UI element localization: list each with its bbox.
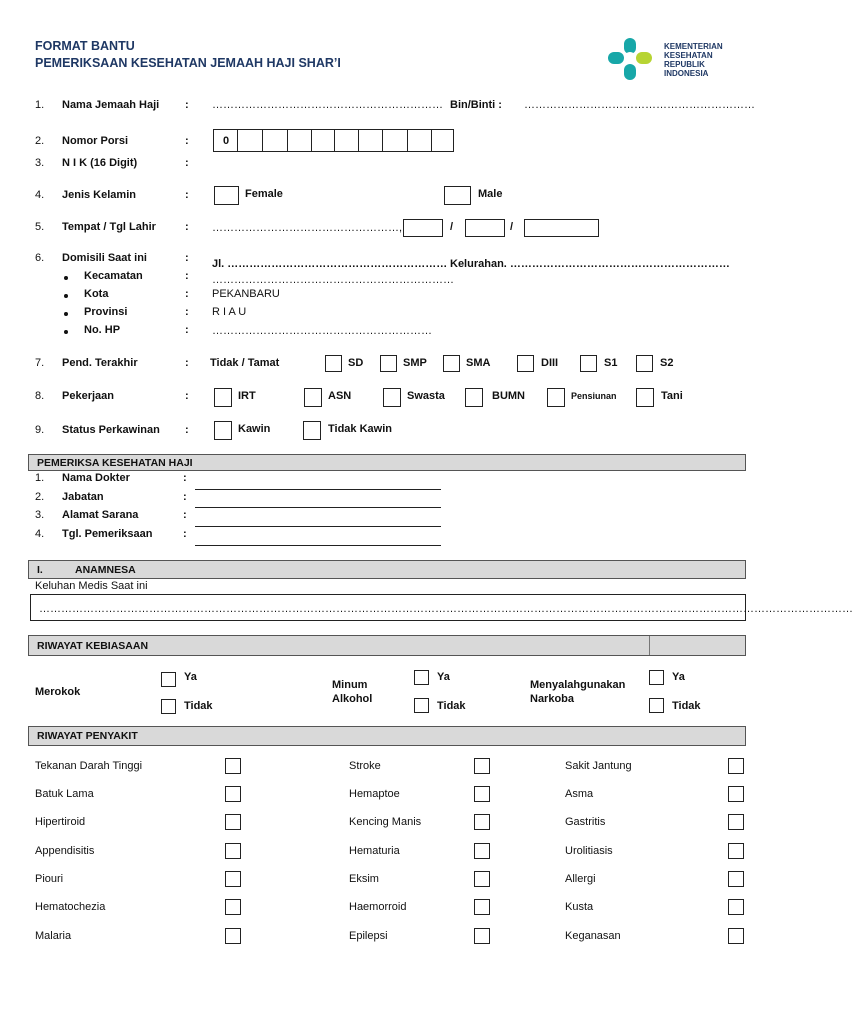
logo-line-1: KEMENTERIAN	[664, 42, 723, 51]
nama-jemaah-field[interactable]: ………………………………………………………	[212, 99, 443, 111]
row9-colon: :	[185, 424, 189, 436]
irt-label: IRT	[238, 390, 256, 402]
tgl-pemeriksaan-field[interactable]	[195, 545, 441, 546]
keluhan-dots: ……………………………………………………………………………………………………………………………………………………………………………………………………	[39, 603, 853, 615]
nama-dokter-label: Nama Dokter	[62, 472, 130, 484]
pemeriksa-2-colon: :	[183, 491, 187, 503]
disease-label: Epilepsi	[349, 930, 388, 942]
penyakit-header-bar	[28, 726, 746, 746]
merokok-tidak-label: Tidak	[184, 700, 213, 712]
disease-checkbox[interactable]	[728, 928, 744, 944]
disease-checkbox[interactable]	[728, 899, 744, 915]
pemeriksa-3-number: 3.	[35, 509, 45, 521]
kawin-label: Kawin	[238, 423, 271, 435]
disease-label: Asma	[565, 788, 594, 800]
disease-label: Piouri	[35, 873, 64, 885]
sma-checkbox[interactable]	[443, 355, 460, 372]
row9-number: 9.	[35, 424, 45, 436]
pemeriksa-3-colon: :	[183, 509, 187, 521]
alkohol-ya-label: Ya	[437, 671, 450, 683]
kota-colon: :	[185, 288, 189, 300]
merokok-label: Merokok	[35, 686, 81, 698]
merokok-ya-checkbox[interactable]	[161, 672, 176, 687]
sd-label: SD	[348, 357, 364, 369]
pensiunan-label: Pensiunan	[571, 391, 617, 401]
disease-checkbox[interactable]	[728, 758, 744, 774]
female-checkbox[interactable]	[214, 186, 239, 205]
kebiasaan-header-bar	[28, 635, 746, 656]
keluhan-field[interactable]	[30, 594, 853, 621]
pensiunan-checkbox[interactable]	[547, 388, 565, 407]
row7-label: Pend. Terakhir	[62, 357, 138, 369]
row3-number: 3.	[35, 157, 45, 169]
s1-checkbox[interactable]	[580, 355, 597, 372]
tanggal-lahir-field[interactable]	[403, 219, 443, 237]
disease-checkbox[interactable]	[225, 758, 241, 774]
provinsi-colon: :	[185, 306, 189, 318]
row1-number: 1.	[35, 99, 45, 111]
disease-label: Urolitiasis	[565, 845, 613, 857]
logo-line-3: REPUBLIK	[664, 60, 705, 69]
alkohol-label-1: Minum	[332, 679, 368, 691]
provinsi-label: Provinsi	[84, 306, 128, 318]
form-title	[35, 38, 341, 72]
row9-label: Status Perkawinan	[62, 424, 160, 436]
narkoba-tidak-checkbox[interactable]	[649, 698, 664, 713]
keluhan-label: Keluhan Medis Saat ini	[35, 580, 148, 592]
disease-label: Hemaptoe	[349, 788, 400, 800]
disease-checkbox[interactable]	[474, 871, 490, 887]
tani-checkbox[interactable]	[636, 388, 654, 407]
narkoba-label-2: Narkoba	[530, 693, 575, 705]
row2-label: Nomor Porsi	[62, 135, 129, 147]
bumn-checkbox[interactable]	[465, 388, 483, 407]
asn-checkbox[interactable]	[304, 388, 322, 407]
disease-label: Batuk Lama	[35, 788, 94, 800]
disease-label: Hematuria	[349, 845, 400, 857]
pemeriksa-header: PEMERIKSA KESEHATAN HAJI	[37, 457, 193, 469]
narkoba-tidak-label: Tidak	[672, 700, 701, 712]
row8-colon: :	[185, 390, 189, 402]
merokok-tidak-checkbox[interactable]	[161, 699, 176, 714]
kebiasaan-header: RIWAYAT KEBIASAAN	[37, 640, 149, 652]
tempat-lahir-field[interactable]: ……………………………………………,	[212, 222, 403, 234]
tahun-lahir-field[interactable]	[524, 219, 599, 237]
anamnesa-header-bar	[28, 560, 746, 579]
bin-binti-label: Bin/Binti :	[450, 99, 502, 111]
kota-label: Kota	[84, 288, 109, 300]
disease-label: Tekanan Darah Tinggi	[35, 760, 143, 772]
disease-label: Eksim	[349, 873, 379, 885]
sma-label: SMA	[466, 357, 491, 369]
disease-checkbox[interactable]	[225, 786, 241, 802]
row3-label: N I K (16 Digit)	[62, 157, 138, 169]
jabatan-label: Jabatan	[62, 491, 104, 503]
row5-colon: :	[185, 221, 189, 233]
diii-label: DIII	[541, 357, 559, 369]
disease-checkbox[interactable]	[474, 843, 490, 859]
pemeriksa-1-number: 1.	[35, 472, 45, 484]
kawin-checkbox[interactable]	[214, 421, 232, 440]
disease-checkbox[interactable]	[728, 786, 744, 802]
disease-label: Allergi	[565, 873, 596, 885]
kecamatan-field[interactable]: …………………………………………………………	[212, 274, 454, 286]
disease-checkbox[interactable]	[474, 899, 490, 915]
row1-colon: :	[185, 99, 189, 111]
title-line-1: FORMAT BANTU	[35, 39, 135, 53]
narkoba-ya-checkbox[interactable]	[649, 670, 664, 685]
row2-colon: :	[185, 135, 189, 147]
logo-text	[664, 42, 723, 78]
row1-label: Nama Jemaah Haji	[62, 99, 160, 111]
pemeriksa-4-number: 4.	[35, 528, 45, 540]
asn-label: ASN	[328, 390, 352, 402]
anamnesa-number: I.	[37, 564, 43, 576]
alkohol-tidak-checkbox[interactable]	[414, 698, 429, 713]
hp-colon: :	[185, 324, 189, 336]
disease-label: Kusta	[565, 901, 594, 913]
disease-label: Gastritis	[565, 816, 606, 828]
smp-checkbox[interactable]	[380, 355, 397, 372]
row3-colon: :	[185, 157, 189, 169]
disease-label: Keganasan	[565, 930, 621, 942]
alamat-sarana-field[interactable]	[195, 526, 441, 527]
nama-dokter-field[interactable]	[195, 489, 441, 490]
bullet-hp	[64, 330, 68, 334]
row4-label: Jenis Kelamin	[62, 189, 136, 201]
alkohol-label-2: Alkohol	[332, 693, 373, 705]
disease-checkbox[interactable]	[728, 843, 744, 859]
male-checkbox[interactable]	[444, 186, 471, 205]
jalan-field[interactable]: Jl. ……………………………………………………	[212, 258, 448, 270]
penyakit-header: RIWAYAT PENYAKIT	[37, 730, 138, 742]
kecamatan-label: Kecamatan	[84, 270, 143, 282]
disease-label: Appendisitis	[35, 845, 95, 857]
anamnesa-header: ANAMNESA	[75, 564, 136, 576]
provinsi-value: R I A U	[212, 306, 247, 318]
pemeriksa-2-number: 2.	[35, 491, 45, 503]
disease-checkbox[interactable]	[225, 871, 241, 887]
row4-number: 4.	[35, 189, 45, 201]
row2-number: 2.	[35, 135, 45, 147]
nomor-porsi-field[interactable]	[213, 129, 454, 152]
bullet-kecamatan	[64, 276, 68, 280]
pemeriksa-4-colon: :	[183, 528, 187, 540]
disease-checkbox[interactable]	[225, 814, 241, 830]
alamat-sarana-label: Alamat Sarana	[62, 509, 139, 521]
row4-colon: :	[185, 189, 189, 201]
title-line-2: PEMERIKSAAN KESEHATAN JEMAAH HAJI SHAR’I	[35, 56, 341, 70]
bulan-lahir-field[interactable]	[465, 219, 505, 237]
row6-label: Domisili Saat ini	[62, 252, 147, 264]
disease-checkbox[interactable]	[474, 758, 490, 774]
porsi-digit-1: 0	[223, 135, 230, 147]
logo-line-4: INDONESIA	[664, 69, 709, 78]
hp-field[interactable]: ……………………………………………………	[212, 325, 432, 337]
tidak-kawin-checkbox[interactable]	[303, 421, 321, 440]
bullet-provinsi	[64, 312, 68, 316]
disease-label: Haemorroid	[349, 901, 407, 913]
bin-binti-field[interactable]: ………………………………………………………	[524, 99, 755, 111]
pemeriksa-1-colon: :	[183, 472, 187, 484]
alkohol-tidak-label: Tidak	[437, 700, 466, 712]
disease-label: Hipertiroid	[35, 816, 86, 828]
s2-checkbox[interactable]	[636, 355, 653, 372]
row8-number: 8.	[35, 390, 45, 402]
disease-checkbox[interactable]	[225, 843, 241, 859]
kelurahan-field[interactable]: Kelurahan. ……………………………………………………	[450, 258, 730, 270]
disease-label: Stroke	[349, 760, 381, 772]
kecamatan-colon: :	[185, 270, 189, 282]
disease-label: Kencing Manis	[349, 816, 422, 828]
row5-number: 5.	[35, 221, 45, 233]
sd-checkbox[interactable]	[325, 355, 342, 372]
narkoba-ya-label: Ya	[672, 671, 685, 683]
disease-label: Sakit Jantung	[565, 760, 632, 772]
tani-label: Tani	[661, 390, 683, 402]
kemenkes-logo-icon	[606, 36, 662, 84]
pemeriksa-header-bar	[28, 454, 746, 471]
disease-checkbox[interactable]	[225, 928, 241, 944]
smp-label: SMP	[403, 357, 427, 369]
disease-checkbox[interactable]	[474, 928, 490, 944]
disease-checkbox[interactable]	[728, 871, 744, 887]
female-label: Female	[245, 188, 283, 200]
kemenkes-logo	[606, 36, 736, 84]
row7-number: 7.	[35, 357, 45, 369]
swasta-checkbox[interactable]	[383, 388, 401, 407]
disease-label: Malaria	[35, 930, 72, 942]
diii-checkbox[interactable]	[517, 355, 534, 372]
narkoba-label-1: Menyalahgunakan	[530, 679, 626, 691]
bullet-kota	[64, 294, 68, 298]
row8-label: Pekerjaan	[62, 390, 114, 402]
bumn-label: BUMN	[492, 390, 525, 402]
alkohol-ya-checkbox[interactable]	[414, 670, 429, 685]
row6-colon: :	[185, 252, 189, 264]
tgl-pemeriksaan-label: Tgl. Pemeriksaan	[62, 528, 153, 540]
hp-label: No. HP	[84, 324, 121, 336]
disease-checkbox[interactable]	[474, 786, 490, 802]
tidak-kawin-label: Tidak Kawin	[328, 423, 392, 435]
row5-label: Tempat / Tgl Lahir	[62, 221, 156, 233]
s1-label: S1	[604, 357, 618, 369]
irt-checkbox[interactable]	[214, 388, 232, 407]
merokok-ya-label: Ya	[184, 671, 197, 683]
date-slash-1: /	[450, 221, 454, 233]
disease-checkbox[interactable]	[728, 814, 744, 830]
kota-value: PEKANBARU	[212, 288, 280, 300]
disease-label: Hematochezia	[35, 901, 106, 913]
disease-checkbox[interactable]	[225, 899, 241, 915]
jabatan-field[interactable]	[195, 507, 441, 508]
row6-number: 6.	[35, 252, 45, 264]
tidak-tamat-label: Tidak / Tamat	[210, 357, 280, 369]
row7-colon: :	[185, 357, 189, 369]
logo-line-2: KESEHATAN	[664, 51, 713, 60]
disease-checkbox[interactable]	[474, 814, 490, 830]
male-label: Male	[478, 188, 503, 200]
s2-label: S2	[660, 357, 674, 369]
swasta-label: Swasta	[407, 390, 445, 402]
date-slash-2: /	[510, 221, 514, 233]
